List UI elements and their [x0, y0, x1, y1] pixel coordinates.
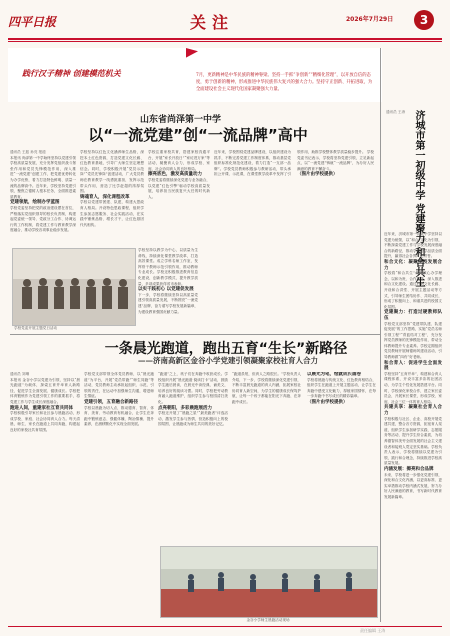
sidebar-divider [380, 48, 381, 622]
article2-headline: 一条晨光跑道，跑出五育“生长”新路径 [104, 341, 348, 357]
article1-headline: 以“一流党建”创“一流品牌”高中 [88, 126, 308, 144]
header-divider-thin [8, 41, 442, 42]
article1-col2-text: 学校坚持以红色文化涵养师生品格，深挖本土红色资源，打造党建文化长廊、红色教育基地，引导广大师生坚定理想信念。同时，学校积极开展“党员示范岗”“党员先锋岗”创建活动，广大党员教师在教育教学一线勇挑重担，发挥示范带头作用，营造了比学赶超的浓厚氛围。 [80, 150, 144, 194]
article2-col2b-text: 学校以晨跑为切入点，推动德育、智育、体育、美育、劳动教育有机融合，让学生在奔跑中锻炼意志、强健体魄、陶冶情操、提升素养，在潜移默化中实现全面发展。 [84, 405, 154, 427]
article1-col2-subhead: 铸魂育人，深化课程改革 [80, 194, 130, 200]
article1-col1-subhead: 党建领航，绘制办学蓝图 [10, 200, 60, 206]
article2-col1-text: 本报讯 金谷小学以党建为引领，坚持以“晨光跑道”为载体，探索五育并举育人新路径，促进学生全面发展、健康成长。学校把体育锻炼作为党建引领工作的重要抓手，将党建工作与学生成长深度融合。 [10, 377, 80, 404]
sidebar-body6: 未来，学校将进一步强化党建引领，深化和合文化内涵，以更高标准、更实举措推动学校内涵式发展，努力办好人民满意的教育，书写新时代教育发展新篇章。 [384, 472, 442, 499]
sidebar-subhead-1: 和合文化：凝聚学校发展合力 [384, 259, 442, 271]
article2-column-3 [158, 372, 228, 542]
article2-col1b-text: 学校积极引导家长和社区参与晨跑活动，形成学校、家庭、社会协同育人合力。每天清晨，师生、家长在跑道上共同奔跑，构建起良好的家校社共育氛围。 [10, 411, 80, 432]
article1-col5b-text: 学校党委书记表示，学校将坚持党建引领，立足新起点，以“一流党建”铸就“一流品牌”，为办好人民满意的教育不懈奋斗。 [297, 150, 374, 171]
sidebar-subhead-5: 内涵发展：擦亮和合品牌 [384, 466, 434, 472]
article2-col2-subhead: 党建引领，五育融合新路径 [84, 399, 138, 405]
footer-editor: 责任编辑 王涛 [360, 628, 386, 633]
sidebar-subhead-4: 共建共享：凝聚社会育人合力 [384, 405, 442, 416]
page-number: 3 [414, 10, 434, 30]
sidebar-body3: 学校党支部坚持“党建带队建、队建促发展”的工作思路，实施“党员名师引领工程”“青蓝结对工程”，充分发挥党员教师的先锋模范作用，带动全体教师提升专业素养。学校定期组织党员教师开展师德师风建设活动，引导教师做“四有”好老师。 [384, 321, 442, 360]
article2-subheadline: ——济南高新区金谷小学党建引领凝聚家校社育人合力 [138, 356, 318, 365]
article2-column-1 [10, 372, 80, 620]
article2-col3-subhead: 点亮朝阳，多彩晨跑展活力 [158, 405, 212, 411]
article2-photo-caption: 金谷小学师生晨跑活动现场 [246, 618, 290, 622]
article-divider [10, 334, 380, 335]
group-photo-icon [13, 249, 135, 325]
running-track-photo-icon [161, 547, 377, 617]
article1-photo [12, 248, 136, 326]
article2-col4-subhead: 以晨光为笔，绘就成长画卷 [307, 372, 361, 377]
sidebar-body1: 近年来，济城市第一初级中学坚持以党建为统领，以“和合”文化为引领，不断探索党建工作与学校发展深度融合的新路径，推动学校办学品质全面提升，赢得社会各界广泛赞誉。 [384, 232, 442, 259]
article1-col4-subhead: 擦亮底色，激发高质量动力 [148, 172, 202, 178]
sidebar-byline: 通讯员 王涛 [386, 110, 406, 114]
sidebar-headline: 济城市第一初级中学 党建聚力 和合共生 [413, 110, 424, 287]
article1-column-1 [10, 150, 76, 246]
sidebar-body [384, 232, 442, 622]
article1-col4b-text: 学校党委将继续深化党建与业务融合，以党建“红色引擎”驱动学校高质量发展，培养担当民族复兴大任的时代新人。 [148, 177, 210, 199]
article1-column-3 [138, 248, 198, 328]
article1-col4-text: 学校注重家校共育，搭建家校沟通平台，开展“家长开放日”“家访进万家”等活动，凝聚育人合力，形成学校、家庭、社会协同育人的良好格局。 [148, 150, 210, 171]
article2-col4-text: “跑道虽短，但育人之路很长。”学校负责人介绍，下一步，学校将继续深化党建引领，不断丰富晨光跑道的育人内涵，拓展家校社协同育人新空间，为学生的健康成长保驾护航，让每一个孩子都能在阳光下奔跑、在奔跑中成长。 [232, 372, 301, 404]
article2-column-2 [84, 372, 154, 620]
article2-photo-credit: （图片由学校提供） [307, 399, 348, 405]
article2-col3b-text: 学校还开展了“晨跑之星”“最美跑者”评选活动，激发学生参与热情，营造积极向上的校园氛围，让晨跑成为师生共同的美好记忆。 [158, 411, 228, 427]
article1-column-2 [80, 150, 144, 246]
article1-col5-text: 近年来，学校围绕党建品牌建设，以组织建设为抓手，不断完善党建工作制度体系，推动基层党组织标准化规范化建设，着力打造“一支部一品牌”。学校党员教师积极参与教研活动，带头承担公开课、示范课，在课堂教学改革中发挥了引领作用，助推学校整体教学质量稳步提升。 [214, 150, 366, 177]
article1-photo-credit: （图片由学校提供） [297, 172, 338, 178]
banner-quote: 7月，更新精神是中华民族的精神脊梁。坚持一手抓“争创新”“精细化管理”，以开放自信的态度，勇于创新的精神，形成推进中华民族伟大复兴的强大合力。坚持守正创新、开拓进取，为全面建设社会主义现代化国家凝聚强大力量。 [196, 73, 373, 92]
article1-column-5 [214, 150, 374, 330]
header-divider [8, 38, 442, 40]
sidebar-subhead-2: 党建聚力：打造过硬教师队伍 [384, 310, 442, 321]
article1-column-4 [148, 150, 210, 246]
article2-col4b-text: 学校将晨跑与传统文化、红色教育相结合，组织学生在跑道上开展主题活动，让学生在奔跑中感受文化魅力，厚植家国情怀，在每一步奔跑中书写成长的精彩篇章。 [307, 377, 376, 399]
article2-col1-subhead: 跑进人间，重建家社互育共同体 [10, 405, 73, 411]
article1-col2b-text: 学校以党建带团建、队建，构建大思政育人格局。开设特色思政课程，组织学生参加志愿服务、社会实践活动，在实践中锤炼品格、增长才干，让红色基因代代相传。 [80, 200, 144, 227]
article1-kicker: 山东省尚泽第一中学 [140, 115, 222, 125]
article2-col3-text: “跑道”之上，孩子们在奔跑中收获成长。学校组织开展“晨光跑道·阅读打卡”活动，鼓励学生跑后晨读，在晨光中读经典、诵美文，培养良好的阅读习惯。同时，学校把劳动教育融入跑道维护，组织学生参与校园清扫美化。 [158, 372, 228, 404]
banner-slogan: 践行汉子精神 创建模范机关 [22, 69, 121, 78]
article1-byline: 通讯员 王振 孙亮 报道 [10, 150, 46, 154]
sidebar-body4: 学校坚持“五育并举”，构建和合育人课程体系，开设丰富多彩的社团活动，为学生个性化发展搭建平台。同时，学校深化家校合作，建立家长委员会，开展家长课堂，形成学校、家庭、社会三位一体的育人格局。 [384, 371, 442, 404]
article1-col3b-text: 下一步，学校将继续坚持以高质量党建引领高质量发展，不断擦亮“一流党建”品牌，奋力谱写学校发展新篇章，为建设教育强国贡献力量。 [138, 292, 198, 314]
sidebar-body2: 学校将“和合共生”作为核心办学理念，以和为贵、合作共进，深入推进和合文化建设。通过打造文化长廊、开设和合讲堂、开展主题活动等方式，引导师生团结协作、共同成长，形成了积极向上、和谐共进的校园文化氛围。 [384, 271, 442, 309]
sidebar-subhead-3: 和合育人：促进学生全面发展 [384, 360, 442, 372]
article2-column-4 [232, 372, 376, 542]
footer-rule [8, 626, 442, 627]
article1-col3-text: 学校坚持以教学为中心，以质量为生命线，持续深化课堂教学改革，打造高效课堂。成立学科名师工作室，发挥骨干教师示范引领作用，推动教师专业成长。学校还积极推进教育信息化建设，创新教学模式，提升教学质量，多项成果获得省市表彰。 [138, 248, 198, 286]
newspaper-logo: 四平日报 [8, 15, 57, 29]
article1-col1-text: 本报讯 尚泽第一中学始终坚持以党建引领学校高质量发展，充分发挥党组织战斗堡垒作用和党员先锋模范作用，深入推进“一流党建”创建工作，把党建优势转化为办学优势，着力打造特色鲜明、质量一流的品牌高中。近年来，学校坚持党建引领，聚焦立德树人根本任务，全面推进素质教育。 [10, 155, 76, 199]
article2-photo [160, 546, 378, 618]
issue-date: 2026年7月29日 [346, 16, 394, 23]
article2-col2-text: 学校党支部带领全体党员教师，以“晨光跑道”为平台，开展“党员带跑”“师生同跑”等活动，党员教师主动承担起组织、示范、引领的责任，在运动中加强师生沟通，增进师生情谊。 [84, 372, 154, 399]
article1-photo-caption: 学校党委开展主题党日活动 [14, 326, 58, 330]
article2-byline: 通讯员 刘琳 [10, 372, 30, 376]
article1-col1b-text: 学校党委坚持把党的政治建设摆在首位，严格落实党组织领导的校长负责制，构建起党委统一领导、党政分工合作、协调运行的工作机制，将党建工作与教育教学深度融合，推动学校各项事业稳步发展。 [10, 205, 76, 233]
sidebar-body5: 学校积极与社区、企业、高校开展党建共建，整合各方资源，拓宽育人渠道，组织学生参加研学实践、志愿服务等活动，提升学生综合素质，为培养德智体美劳全面发展的社会主义建设者和接班人奠定坚实基础。学校负责人表示，学校将继续以党建为引领，践行和合理念，持续推进学校高质量发展。 [384, 416, 442, 466]
section-title: 关注 [190, 13, 235, 32]
article1-col3-subhead: 以实干践初心 以党建促发展 [138, 287, 194, 293]
